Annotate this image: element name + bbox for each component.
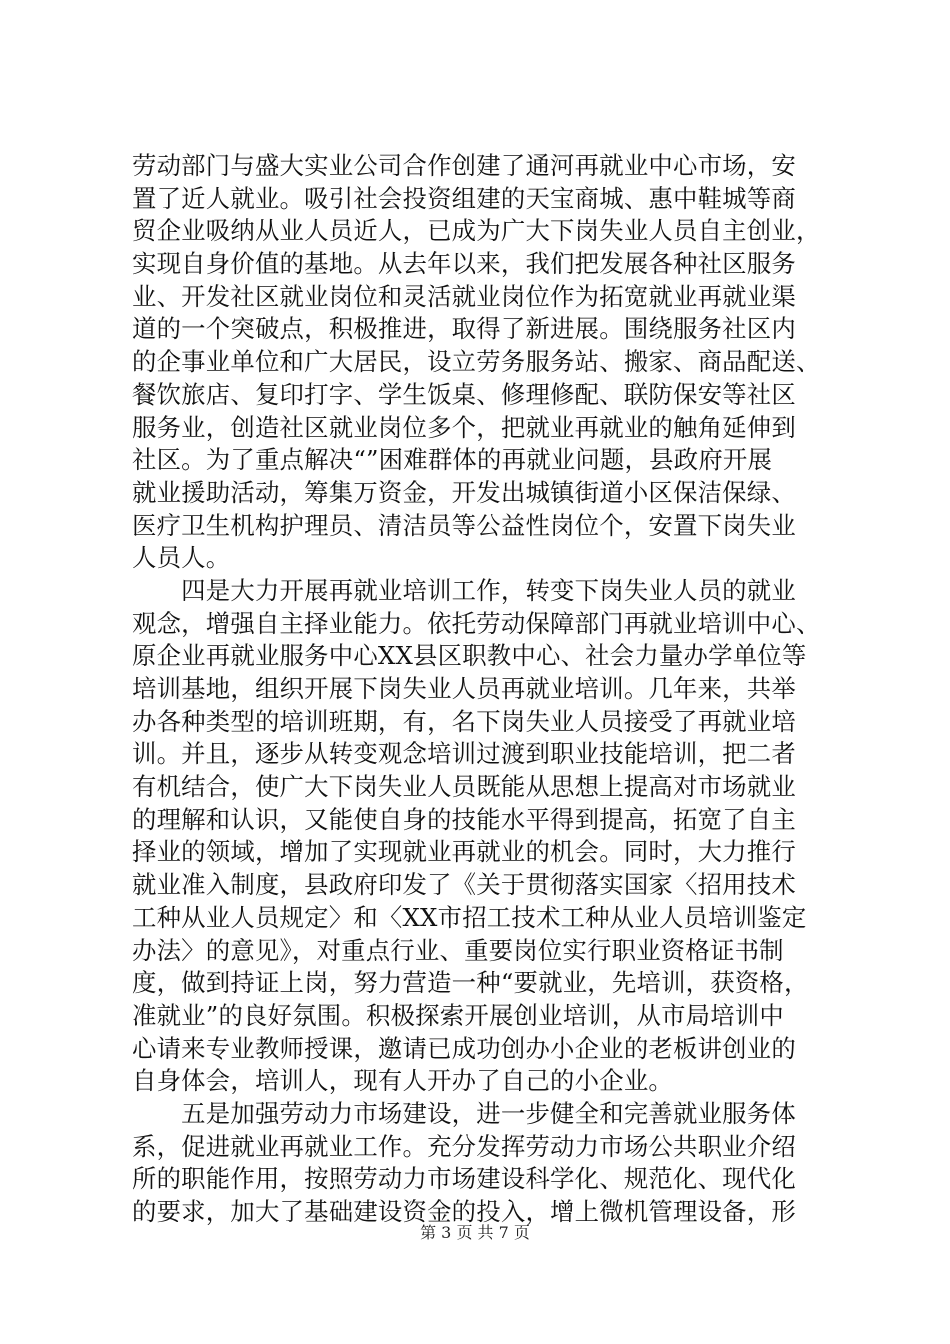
text-line: 的理解和认识，又能使自身的技能水平得到提高，拓宽了自主 <box>132 804 796 834</box>
text-line: 系，促进就业再就业工作。充分发挥劳动力市场公共职业介绍 <box>132 1131 796 1161</box>
text-line: 服务业，创造社区就业岗位多个，把就业再就业的触角延伸到 <box>132 412 796 442</box>
text-line: 业、开发社区就业岗位和灵活就业岗位作为拓宽就业再就业渠 <box>132 281 796 311</box>
text-line: 劳动部门与盛大实业公司合作创建了通河再就业中心市场，安 <box>132 151 796 180</box>
text-line: 就业援助活动，筹集万资金，开发出城镇街道小区保洁保绿、 <box>132 477 796 507</box>
text-line: 观念，增强自主择业能力。依托劳动保障部门再就业培训中心、 <box>132 608 821 638</box>
text-line: 自身体会，培训人，现有人开办了自己的小企业。 <box>132 1066 673 1096</box>
text-line: 人员人。 <box>132 543 231 573</box>
text-line: 原企业再就业服务中心XX县区职教中心、社会力量办学单位等 <box>132 641 807 671</box>
text-line: 训。并且，逐步从转变观念培训过渡到职业技能培训，把二者 <box>132 739 796 769</box>
text-line: 心请来专业教师授课，邀请已成功创办小企业的老板讲创业的 <box>132 1033 796 1063</box>
text-line: 准就业”的良好氛围。积极探索开展创业培训，从市局培训中 <box>132 1000 785 1030</box>
text-line: 实现自身价值的基地。从去年以来，我们把发展各种社区服务 <box>132 249 796 279</box>
text-line: 择业的领域，增加了实现就业再就业的机会。同时，大力推行 <box>132 837 796 867</box>
paragraph-start-line: 四是大力开展再就业培训工作，转变下岗失业人员的就业 <box>132 575 796 605</box>
text-line: 工种从业人员规定〉和〈XX市招工技术工种从业人员培训鉴定 <box>132 902 807 932</box>
text-line: 医疗卫生机构护理员、清洁员等公益性岗位个，安置下岗失业 <box>132 510 796 540</box>
text-line: 置了近人就业。吸引社会投资组建的天宝商城、惠中鞋城等商 <box>132 183 796 213</box>
text-line: 办法〉的意见》，对重点行业、重要岗位实行职业资格证书制 <box>132 935 784 965</box>
paragraph-start-line: 五是加强劳动力市场建设，进一步健全和完善就业服务体 <box>132 1098 796 1128</box>
text-line: 办各种类型的培训班期，有，名下岗失业人员接受了再就业培 <box>132 706 796 736</box>
text-line: 贸企业吸纳从业人员近人，已成为广大下岗失业人员自主创业， <box>132 216 821 246</box>
text-line: 的要求，加大了基础建设资金的投入，增上微机管理设备，形 <box>132 1197 796 1226</box>
text-line: 就业准入制度，县政府印发了《关于贯彻落实国家〈招用技术 <box>132 870 796 900</box>
document-body <box>132 150 832 1229</box>
page-number-footer: 第 3 页 共 7 页 <box>420 1223 530 1242</box>
text-line: 道的一个突破点，积极推进，取得了新进展。围绕服务社区内 <box>132 314 796 344</box>
text-line: 培训基地，组织开展下岗失业人员再就业培训。几年来，共举 <box>132 674 796 703</box>
text-line: 的企事业单位和广大居民，设立劳务服务站、搬家、商品配送、 <box>132 347 821 377</box>
text-line: 度，做到持证上岗，努力营造一种“要就业，先培训，获资格， <box>132 968 809 998</box>
text-line: 所的职能作用，按照劳动力市场建设科学化、规范化、现代化 <box>132 1164 796 1194</box>
text-line: 有机结合，使广大下岗失业人员既能从思想上提高对市场就业 <box>132 772 796 802</box>
text-line: 社区。为了重点解决“”困难群体的再就业问题，县政府开展 <box>132 445 773 475</box>
text-line: 餐饮旅店、复印打字、学生饭桌、修理修配、联防保安等社区 <box>132 379 796 409</box>
